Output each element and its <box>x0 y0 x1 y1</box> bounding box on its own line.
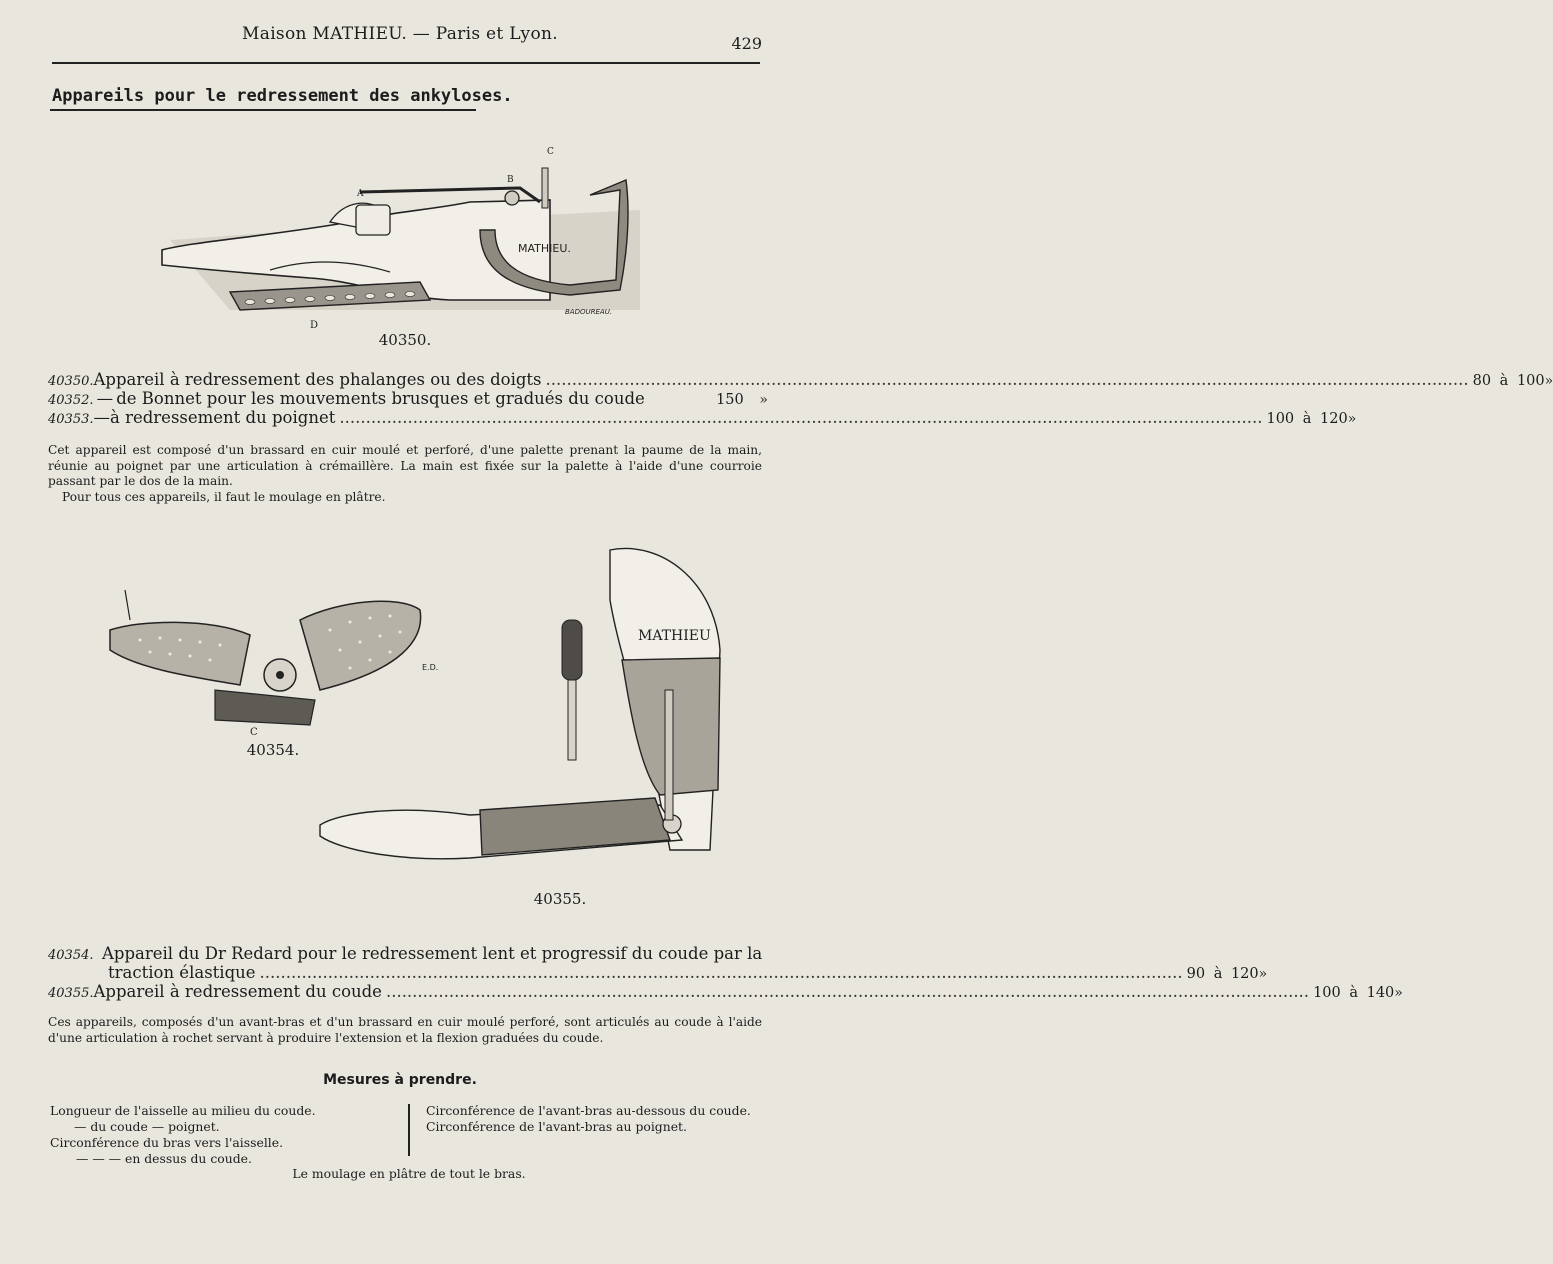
figure-40355-label: 40355. <box>533 890 587 908</box>
measurements-footer: Le moulage en plâtre de tout le bras. <box>292 1166 526 1181</box>
figure-40355-illustration <box>310 540 730 880</box>
description-text: Ces appareils, composés d'un avant-bras et d'un brassard en cuir moulé perforé, sont articulés au coude à l'aide d'une articulation à rochet servant à produire l'extension et la flexion graduées du coude. <box>48 1015 762 1045</box>
figure-40350-mark-b: B <box>507 175 514 185</box>
measurement-line: — — — en dessus du coude. <box>76 1151 252 1166</box>
item-unit: » <box>759 392 768 408</box>
measurement-line: Circonférence du bras vers l'aisselle. <box>50 1135 284 1150</box>
header-rule <box>52 62 760 64</box>
item-unit: » <box>1544 373 1553 389</box>
figure-40350-mark-c: C <box>547 147 554 157</box>
item-description: à redressement du poignet <box>110 408 336 427</box>
figure-40355-brand: MATHIEU <box>638 628 711 644</box>
description-paragraph-2 <box>48 1015 762 1046</box>
catalog-item <box>48 370 1553 389</box>
item-ditto-mark: — <box>96 389 114 408</box>
figure-40350-label: 40350. <box>378 331 432 349</box>
item-code: 40353. <box>48 412 94 427</box>
leader-dots <box>546 370 1469 389</box>
item-price: 150 <box>716 392 744 408</box>
figure-40354-mark-c: C <box>250 727 258 738</box>
item-unit: » <box>1394 985 1403 1001</box>
column-divider <box>408 1104 410 1156</box>
figure-40354-label: 40354. <box>246 741 300 759</box>
item-description: Appareil du Dr Redard pour le redressement lent et progressif du coude par la <box>102 944 763 963</box>
page-number: 429 <box>731 34 762 53</box>
figure-40350-brand: MATHIEU. <box>518 242 571 255</box>
figure-40350-illustration <box>150 140 650 331</box>
figure-40350-mark-a: A <box>357 189 364 199</box>
item-code: 40350. <box>48 374 94 389</box>
item-price: 100 à 120 <box>1266 411 1348 427</box>
section-title: Appareils pour le redressement des ankyloses. <box>52 86 513 106</box>
catalog-item <box>48 408 1357 427</box>
catalog-item <box>48 389 768 408</box>
catalog-item-continuation <box>108 963 1268 982</box>
measurement-line: — du coude — poignet. <box>74 1119 220 1134</box>
item-price: 90 à 120 <box>1186 966 1259 982</box>
item-unit: » <box>1347 411 1357 427</box>
figure-40350-mark-d: D <box>310 320 319 331</box>
description-text: Cet appareil est composé d'un brassard en cuir moulé et perforé, d'une palette prenant la paume de la main, réunie au poignet par une articulation à crémaillère. La main est fixée sur la palette à l'aide d'une courroie passant par le dos de la main. <box>48 443 762 488</box>
running-header: Maison MATHIEU. — Paris et Lyon. <box>242 24 558 44</box>
item-code: 40355. <box>48 986 94 1001</box>
item-description: Appareil à redressement des phalanges ou des doigts <box>93 370 542 389</box>
item-description: de Bonnet pour les mouvements brusques et gradués du coude <box>116 389 645 408</box>
item-description: traction élastique <box>108 963 256 982</box>
measurements-title: Mesures à prendre. <box>323 1072 477 1088</box>
item-description: Appareil à redressement du coude <box>93 982 382 1001</box>
item-price: 100 à 140 <box>1313 985 1395 1001</box>
measurements-right-column <box>426 1103 756 1135</box>
item-code: 40352. <box>48 393 94 408</box>
engraver-signature: BADOUREAU. <box>565 308 613 316</box>
measurement-line: Circonférence de l'avant-bras au poignet. <box>426 1119 687 1134</box>
item-price: 80 à 100 <box>1472 373 1545 389</box>
section-underline <box>50 109 476 111</box>
measurements-left-column <box>50 1103 400 1167</box>
item-ditto-mark: — <box>93 408 110 427</box>
leader-dots <box>260 963 1183 982</box>
measurement-line: Longueur de l'aisselle au milieu du coude. <box>50 1103 316 1118</box>
description-paragraph <box>48 443 762 505</box>
leader-dots <box>339 408 1262 427</box>
note-text: Pour tous ces appareils, il faut le moulage en plâtre. <box>62 489 386 504</box>
item-unit: » <box>1258 966 1268 982</box>
catalog-item <box>48 982 1403 1001</box>
measurement-line: Circonférence de l'avant-bras au-dessous du coude. <box>426 1103 751 1118</box>
catalog-item <box>48 944 768 963</box>
leader-dots <box>386 982 1309 1001</box>
item-code: 40354. <box>48 948 94 963</box>
engraver-initials: E.D. <box>422 663 439 672</box>
